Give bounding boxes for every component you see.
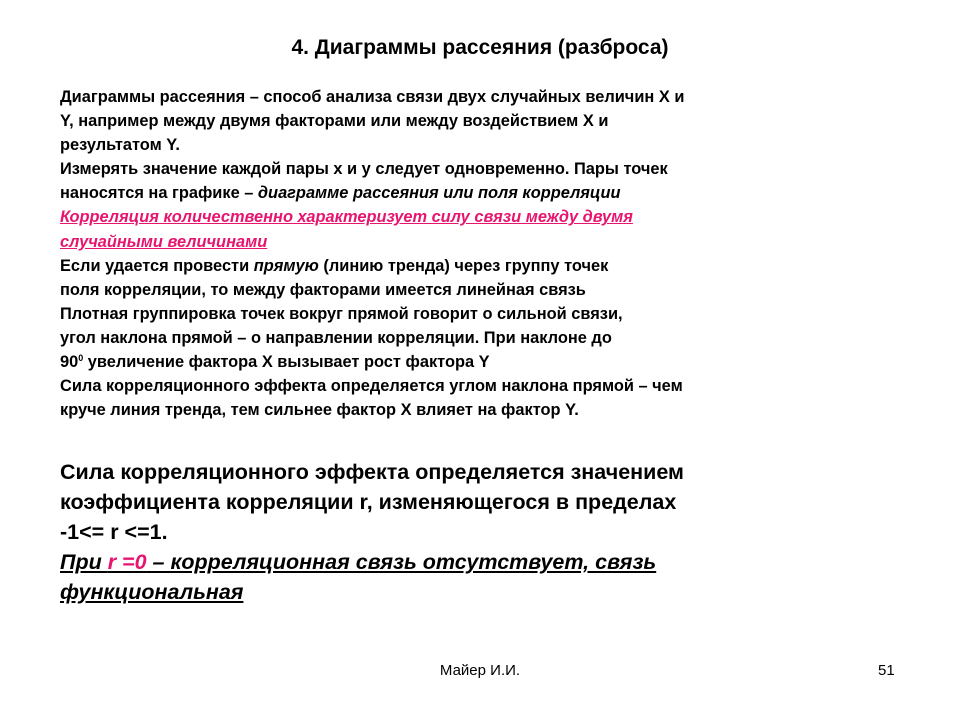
emphasis-line: функциональная xyxy=(60,580,244,604)
body-line: Диаграммы рассеяния – способ анализа связи двух случайных величин X и xyxy=(60,88,685,106)
emphasis-line: коэффициента корреляции r, изменяющегося в пределах xyxy=(60,490,677,514)
page-number: 51 xyxy=(878,662,895,679)
degree-superscript: 0 xyxy=(78,353,84,364)
body-line: Y, например между двумя факторами или между воздействием X и xyxy=(60,112,609,131)
body-line xyxy=(60,205,920,229)
correlation-highlight: случайными величинами xyxy=(60,232,268,251)
correlation-highlight: Корреляция количественно характеризует силу связи между двумя xyxy=(60,208,633,227)
body-line: Сила корреляционного эффекта определяется углом наклона прямой – чем xyxy=(60,377,683,396)
emphasis-span: При xyxy=(60,550,108,574)
emphasis-span: – корреляционная связь отсутствует, связь xyxy=(146,550,657,574)
body-text-span: наносятся на графике – xyxy=(60,184,258,203)
body-line xyxy=(60,181,920,205)
body-text-span: 90 xyxy=(60,353,79,372)
body-line xyxy=(60,350,920,374)
body-text-span: увеличение фактора Х вызывает рост фактора Y xyxy=(83,353,490,372)
body-line: круче линия тренда, тем сильнее фактор Х влияет на фактор Y. xyxy=(60,401,579,420)
body-line: Измерять значение каждой пары х и у следует одновременно. Пары точек xyxy=(60,160,668,179)
body-line: результатом Y. xyxy=(60,136,180,155)
body-line: Плотная группировка точек вокруг прямой говорит о сильной связи, xyxy=(60,304,623,323)
body-text-span: (линию тренда) через группу точек xyxy=(318,256,609,275)
r-zero-value: r =0 xyxy=(107,550,147,574)
emphasis-text xyxy=(60,457,920,607)
body-line: поля корреляции, то между факторами имеется линейная связь xyxy=(60,280,586,299)
body-italic-span: диаграмме рассеяния или поля корреляции xyxy=(257,184,621,203)
slide-title: 4. Диаграммы рассеяния (разброса) xyxy=(291,36,669,59)
body-line: угол наклона прямой – о направлении корреляции. При наклоне до xyxy=(60,328,612,347)
body-line xyxy=(60,254,920,278)
emphasis-line: -1<= r <=1. xyxy=(60,520,168,544)
footer-author: Майер И.И. xyxy=(439,662,521,679)
body-text xyxy=(60,85,920,422)
emphasis-line xyxy=(60,547,920,577)
emphasis-line: Сила корреляционного эффекта определяется значением xyxy=(60,460,684,484)
body-text-span: Если удается провести xyxy=(60,256,254,275)
body-italic-span: прямую xyxy=(253,256,319,275)
body-line xyxy=(60,230,920,254)
